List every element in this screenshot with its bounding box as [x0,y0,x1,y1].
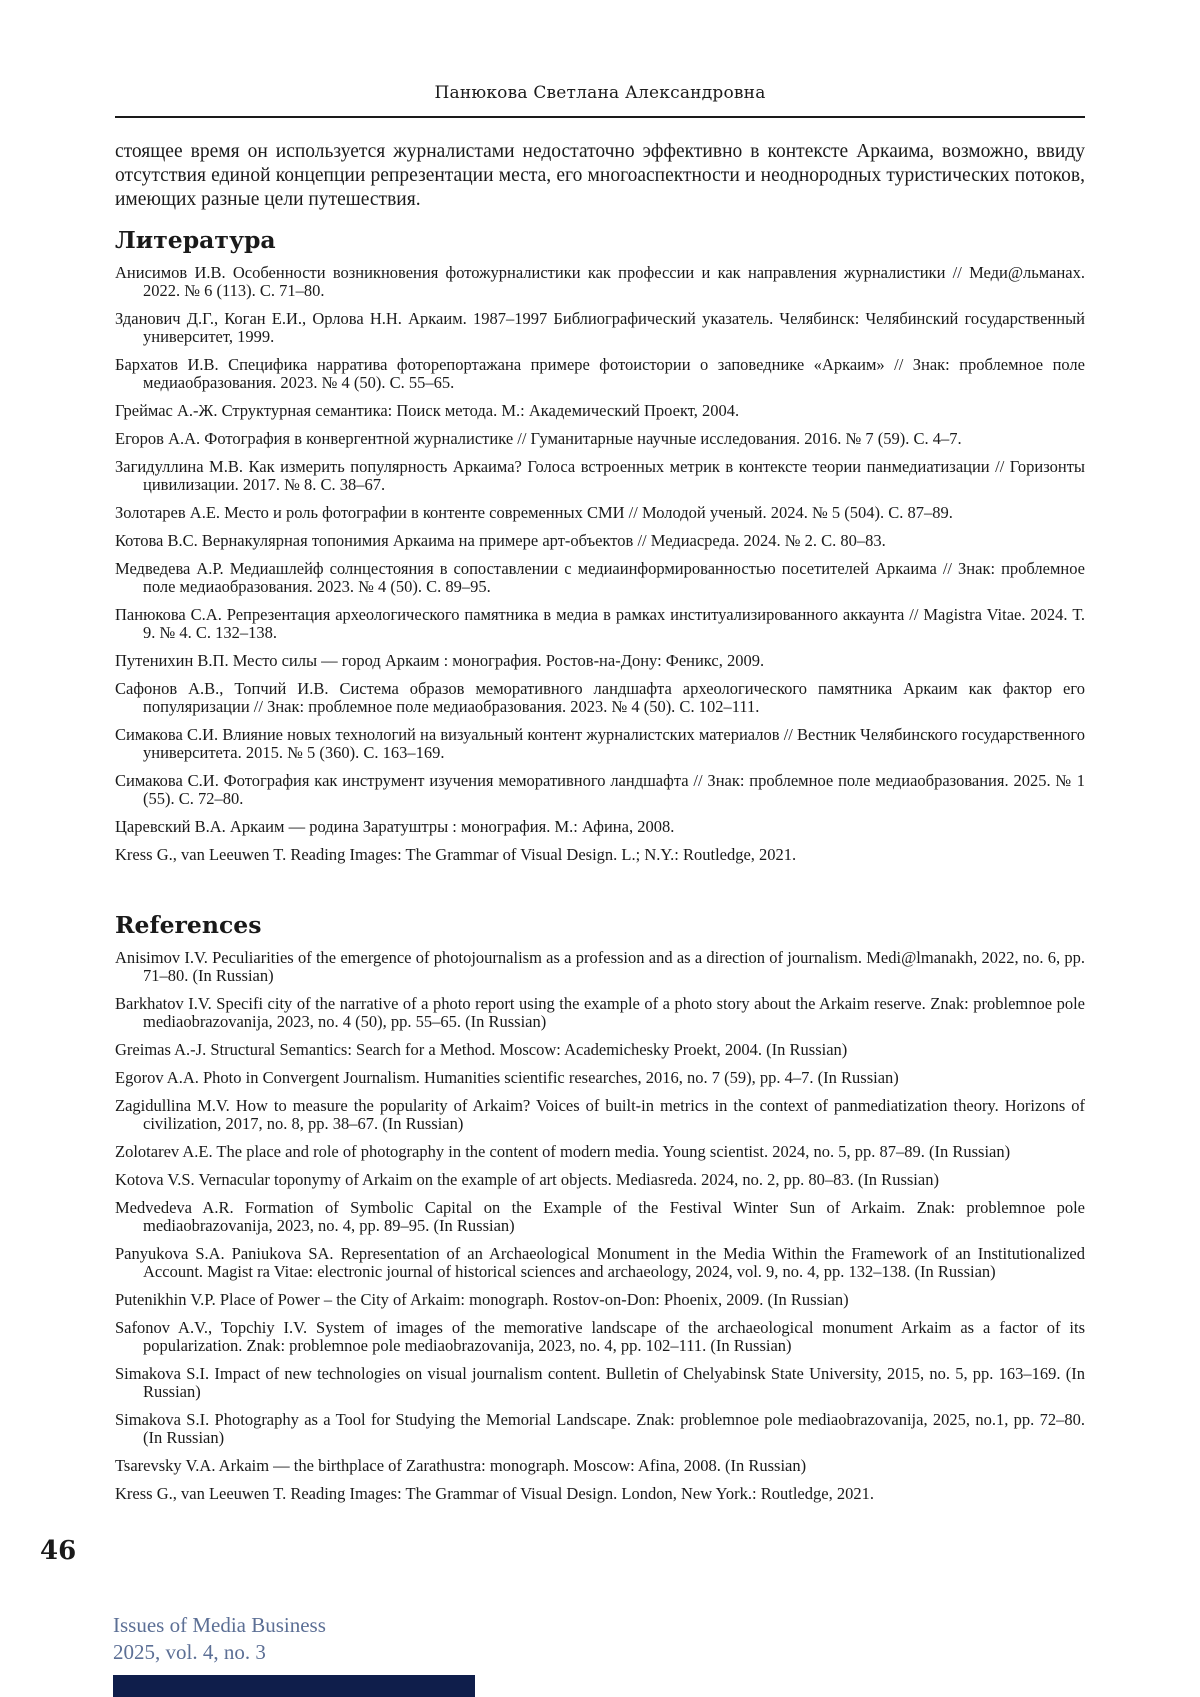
reference-item: Greimas A.-J. Structural Semantics: Search for a Method. Moscow: Academichesky Proekt, 2004. (In Russian) [115,1041,1085,1059]
literature-item: Загидуллина М.В. Как измерить популярность Аркаима? Голоса встроенных метрик в контексте теории панмедиатизации // Горизонты цивилизации. 2017. № 8. С. 38–67. [115,458,1085,494]
footer-bar [113,1675,475,1697]
reference-item: Egorov A.A. Photo in Convergent Journalism. Humanities scientific researches, 2016, no. 7 (59), pp. 4–7. (In Russian) [115,1069,1085,1087]
reference-item: Simakova S.I. Photography as a Tool for Studying the Memorial Landscape. Znak: problemnoe pole mediaobrazovanija, 2025, no.1, pp. 72–80. (In Russian) [115,1411,1085,1447]
literature-item: Путенихин В.П. Место силы — город Аркаим : монография. Ростов-на-Дону: Феникс, 2009. [115,652,1085,670]
literature-item: Золотарев А.Е. Место и роль фотографии в контенте современных СМИ // Молодой ученый. 2024. № 5 (504). С. 87–89. [115,504,1085,522]
references-heading: References [115,911,1085,939]
literature-item: Анисимов И.В. Особенности возникновения фотожурналистики как профессии и как направления журналистики // Меди@льманах. 2022. № 6 (113). С. 71–80. [115,264,1085,300]
literature-heading: Литература [115,226,1085,254]
page-content [115,140,1085,1513]
journal-info [113,1612,326,1666]
literature-item: Сафонов А.В., Топчий И.В. Система образов меморативного ландшафта археологического памятника Аркаим как фактор его популяризации // Знак: проблемное поле медиаобразования. 2023. № 4 (50). С. 102–111. [115,680,1085,716]
reference-item: Panyukova S.A. Paniukova SA. Representation of an Archaeological Monument in the Media Within the Framework of an Institutionalized Account. Magist ra Vitae: electronic journal of historical sciences and archaeology, 2024, vol. 9, no. 4, pp. 132–138. (In Russian) [115,1245,1085,1281]
literature-item: Греймас А.-Ж. Структурная семантика: Поиск метода. М.: Академический Проект, 2004. [115,402,1085,420]
reference-item: Barkhatov I.V. Specifi city of the narrative of a photo report using the example of a photo story about the Arkaim reserve. Znak: problemnoe pole mediaobrazovanija, 2023, no. 4 (50), pp. 55–65. (In Russian) [115,995,1085,1031]
reference-item: Tsarevsky V.A. Arkaim — the birthplace of Zarathustra: monograph. Moscow: Afina, 2008. (In Russian) [115,1457,1085,1475]
literature-item: Симакова С.И. Влияние новых технологий на визуальный контент журналистских материалов // Вестник Челябинского государственного университета. 2015. № 5 (360). С. 163–169. [115,726,1085,762]
literature-item: Симакова С.И. Фотография как инструмент изучения меморативного ландшафта // Знак: проблемное поле медиаобразования. 2025. № 1 (55). С. 72–80. [115,772,1085,808]
literature-item: Панюкова С.А. Репрезентация археологического памятника в медиа в рамках институализированного аккаунта // Magistra Vitae. 2024. Т. 9. № 4. С. 132–138. [115,606,1085,642]
reference-item: Medvedeva A.R. Formation of Symbolic Capital on the Example of the Festival Winter Sun of Arkaim. Znak: problemnoe pole mediaobrazovanija, 2023, no. 4, pp. 89–95. (In Russian) [115,1199,1085,1235]
literature-item: Медведева А.Р. Медиашлейф солнцестояния в сопоставлении с медиаинформированностью посетителей Аркаима // Знак: проблемное поле медиаобразования. 2023. № 4 (50). С. 89–95. [115,560,1085,596]
journal-title: Issues of Media Business [113,1612,326,1639]
literature-item: Котова В.С. Вернакулярная топонимия Аркаима на примере арт-объектов // Медиасреда. 2024. № 2. С. 80–83. [115,532,1085,550]
literature-item: Kress G., van Leeuwen T. Reading Images: The Grammar of Visual Design. L.; N.Y.: Routledge, 2021. [115,846,1085,864]
literature-item: Царевский В.А. Аркаим — родина Заратуштры : монография. М.: Афина, 2008. [115,818,1085,836]
literature-item: Зданович Д.Г., Коган Е.И., Орлова Н.Н. Аркаим. 1987–1997 Библиографический указатель. Челябинск: Челябинский государственный университет, 1999. [115,310,1085,346]
running-head: Панюкова Светлана Александровна [115,83,1085,103]
header-divider [115,116,1085,118]
journal-issue: 2025, vol. 4, no. 3 [113,1639,326,1666]
reference-item: Zagidullina M.V. How to measure the popularity of Arkaim? Voices of built-in metrics in the context of panmediatization theory. Horizons of civilization, 2017, no. 8, pp. 38–67. (In Russian) [115,1097,1085,1133]
literature-item: Бархатов И.В. Специфика нарратива фоторепортажана примере фотоистории о заповеднике «Аркаим» // Знак: проблемное поле медиаобразования. 2023. № 4 (50). С. 55–65. [115,356,1085,392]
literature-list [115,264,1085,864]
reference-item: Kress G., van Leeuwen T. Reading Images: The Grammar of Visual Design. London, New York.: Routledge, 2021. [115,1485,1085,1503]
reference-item: Safonov A.V., Topchiy I.V. System of images of the memorative landscape of the archaeological monument Arkaim as a factor of its popularization. Znak: problemnoe pole mediaobrazovanija, 2023, no. 4, pp. 102–111. (In Russian) [115,1319,1085,1355]
intro-paragraph: стоящее время он используется журналистами недостаточно эффективно в контексте Аркаима, возможно, ввиду отсутствия единой концепции репрезентации места, его многоаспектности и неоднородных туристических потоков, имеющих разные цели путешествия. [115,140,1085,212]
reference-item: Kotova V.S. Vernacular toponymy of Arkaim on the example of art objects. Mediasreda. 2024, no. 2, pp. 80–83. (In Russian) [115,1171,1085,1189]
page-number: 46 [40,1536,76,1566]
reference-item: Putenikhin V.P. Place of Power – the City of Arkaim: monograph. Rostov-on-Don: Phoenix, 2009. (In Russian) [115,1291,1085,1309]
reference-item: Zolotarev A.E. The place and role of photography in the content of modern media. Young scientist. 2024, no. 5, pp. 87–89. (In Russian) [115,1143,1085,1161]
literature-item: Егоров А.А. Фотография в конвергентной журналистике // Гуманитарные научные исследования. 2016. № 7 (59). С. 4–7. [115,430,1085,448]
reference-item: Simakova S.I. Impact of new technologies on visual journalism content. Bulletin of Chelyabinsk State University, 2015, no. 5, pp. 163–169. (In Russian) [115,1365,1085,1401]
reference-item: Anisimov I.V. Peculiarities of the emergence of photojournalism as a profession and as a direction of journalism. Medi@lmanakh, 2022, no. 6, pp. 71–80. (In Russian) [115,949,1085,985]
references-list [115,949,1085,1503]
